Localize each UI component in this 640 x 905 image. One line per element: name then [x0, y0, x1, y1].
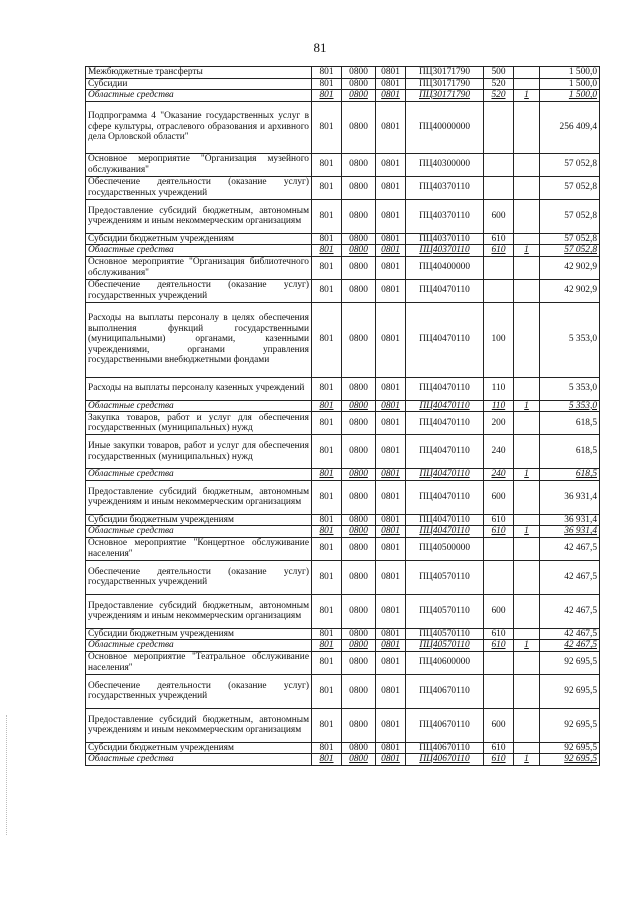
admin-code-cell: 801	[312, 245, 342, 257]
admin-code-cell: 801	[312, 594, 342, 628]
target-article-code-cell: ПЦ40470110	[406, 377, 484, 400]
subsection-code-cell: 0801	[376, 256, 406, 279]
section-code-cell: 0800	[342, 78, 376, 90]
expense-type-code-cell: 100	[484, 302, 514, 377]
row-name-cell: Обеспечение деятельности (оказание услуг) государственных учреждений	[86, 560, 312, 594]
amount-cell: 42 467,5	[540, 640, 600, 652]
section-code-cell: 0800	[342, 628, 376, 640]
target-article-code-cell: ПЦ40470110	[406, 412, 484, 435]
row-name-cell: Областные средства	[86, 526, 312, 538]
row-name-cell: Иные закупки товаров, работ и услуг для обеспечения государственных (муниципальных) нужд	[86, 435, 312, 469]
table-row-regional-funds	[86, 400, 600, 412]
subsection-code-cell: 0801	[376, 628, 406, 640]
subsection-code-cell: 0801	[376, 400, 406, 412]
amount-cell: 5 353,0	[540, 302, 600, 377]
target-article-code-cell: ПЦ30171790	[406, 90, 484, 102]
target-article-code-cell: ПЦ40670110	[406, 742, 484, 754]
table-row	[86, 412, 600, 435]
admin-code-cell: 801	[312, 412, 342, 435]
target-article-code-cell: ПЦ30171790	[406, 78, 484, 90]
amount-cell: 57 052,8	[540, 199, 600, 233]
admin-code-cell: 801	[312, 514, 342, 526]
admin-code-cell: 801	[312, 256, 342, 279]
expense-type-code-cell: 600	[484, 480, 514, 514]
row-name-cell: Основное мероприятие "Организация музейного обслуживания"	[86, 153, 312, 176]
page-number: 81	[313, 40, 327, 55]
funding-source-cell	[514, 560, 540, 594]
table-row	[86, 628, 600, 640]
amount-cell: 618,5	[540, 435, 600, 469]
funding-source-cell: 1	[514, 526, 540, 538]
admin-code-cell: 801	[312, 435, 342, 469]
expense-type-code-cell: 110	[484, 377, 514, 400]
admin-code-cell: 801	[312, 537, 342, 560]
section-code-cell: 0800	[342, 377, 376, 400]
funding-source-cell	[514, 742, 540, 754]
funding-source-cell	[514, 176, 540, 199]
subsection-code-cell: 0801	[376, 742, 406, 754]
row-name-cell: Областные средства	[86, 640, 312, 652]
funding-source-cell	[514, 480, 540, 514]
expense-type-code-cell	[484, 651, 514, 674]
amount-cell: 57 052,8	[540, 153, 600, 176]
target-article-code-cell: ПЦ40470110	[406, 302, 484, 377]
funding-source-cell: 1	[514, 640, 540, 652]
funding-source-cell	[514, 199, 540, 233]
section-code-cell: 0800	[342, 708, 376, 742]
expense-type-code-cell	[484, 176, 514, 199]
row-name-cell: Предоставление субсидий бюджетным, автономным учреждениям и иным некоммерческим организациям	[86, 594, 312, 628]
table-row	[86, 594, 600, 628]
table-row-regional-funds	[86, 754, 600, 766]
expense-type-code-cell: 600	[484, 708, 514, 742]
row-name-cell: Обеспечение деятельности (оказание услуг) государственных учреждений	[86, 279, 312, 302]
section-code-cell: 0800	[342, 302, 376, 377]
expense-type-code-cell	[484, 560, 514, 594]
expense-type-code-cell: 610	[484, 640, 514, 652]
target-article-code-cell: ПЦ40470110	[406, 435, 484, 469]
subsection-code-cell: 0801	[376, 199, 406, 233]
target-article-code-cell: ПЦ40570110	[406, 628, 484, 640]
row-name-cell: Подпрограмма 4 "Оказание государственных услуг в сфере культуры, отраслевого образования и архивного дела Орловской области"	[86, 101, 312, 153]
subsection-code-cell: 0801	[376, 480, 406, 514]
scan-margin-mark	[6, 715, 8, 835]
admin-code-cell: 801	[312, 199, 342, 233]
funding-source-cell	[514, 78, 540, 90]
amount-cell: 618,5	[540, 469, 600, 481]
amount-cell: 42 467,5	[540, 537, 600, 560]
row-name-cell: Субсидии бюджетным учреждениям	[86, 628, 312, 640]
subsection-code-cell: 0801	[376, 233, 406, 245]
expense-type-code-cell: 610	[484, 233, 514, 245]
expense-type-code-cell: 610	[484, 245, 514, 257]
target-article-code-cell: ПЦ40470110	[406, 526, 484, 538]
table-row-regional-funds	[86, 469, 600, 481]
expense-type-code-cell	[484, 153, 514, 176]
amount-cell: 57 052,8	[540, 233, 600, 245]
row-name-cell: Субсидии бюджетным учреждениям	[86, 233, 312, 245]
row-name-cell: Расходы на выплаты персоналу в целях обеспечения выполнения функций государственными (муниципальными) органами, казенными учреждениями, органами управления государственными внебюджетными фондами	[86, 302, 312, 377]
amount-cell: 36 931,4	[540, 480, 600, 514]
funding-source-cell	[514, 101, 540, 153]
amount-cell: 36 931,4	[540, 526, 600, 538]
row-name-cell: Основное мероприятие "Организация библиотечного обслуживания"	[86, 256, 312, 279]
target-article-code-cell: ПЦ40470110	[406, 279, 484, 302]
table-row	[86, 480, 600, 514]
row-name-cell: Предоставление субсидий бюджетным, автономным учреждениям и иным некоммерческим организациям	[86, 708, 312, 742]
amount-cell: 92 695,5	[540, 708, 600, 742]
budget-table-body	[86, 67, 600, 766]
table-row-regional-funds	[86, 90, 600, 102]
target-article-code-cell: ПЦ40670110	[406, 708, 484, 742]
section-code-cell: 0800	[342, 537, 376, 560]
funding-source-cell: 1	[514, 245, 540, 257]
section-code-cell: 0800	[342, 469, 376, 481]
funding-source-cell: 1	[514, 469, 540, 481]
admin-code-cell: 801	[312, 742, 342, 754]
subsection-code-cell: 0801	[376, 640, 406, 652]
expense-type-code-cell	[484, 101, 514, 153]
amount-cell: 57 052,8	[540, 245, 600, 257]
amount-cell: 256 409,4	[540, 101, 600, 153]
amount-cell: 42 467,5	[540, 594, 600, 628]
expense-type-code-cell: 520	[484, 90, 514, 102]
table-row	[86, 199, 600, 233]
table-row	[86, 78, 600, 90]
table-row	[86, 377, 600, 400]
target-article-code-cell: ПЦ40470110	[406, 469, 484, 481]
funding-source-cell	[514, 537, 540, 560]
table-row	[86, 176, 600, 199]
funding-source-cell	[514, 67, 540, 79]
row-name-cell: Межбюджетные трансферты	[86, 67, 312, 79]
admin-code-cell: 801	[312, 377, 342, 400]
amount-cell: 42 902,9	[540, 279, 600, 302]
table-row	[86, 537, 600, 560]
subsection-code-cell: 0801	[376, 302, 406, 377]
subsection-code-cell: 0801	[376, 101, 406, 153]
subsection-code-cell: 0801	[376, 377, 406, 400]
amount-cell: 42 467,5	[540, 628, 600, 640]
section-code-cell: 0800	[342, 233, 376, 245]
target-article-code-cell: ПЦ40370110	[406, 199, 484, 233]
amount-cell: 36 931,4	[540, 514, 600, 526]
expense-type-code-cell: 240	[484, 435, 514, 469]
target-article-code-cell: ПЦ40600000	[406, 651, 484, 674]
section-code-cell: 0800	[342, 640, 376, 652]
subsection-code-cell: 0801	[376, 435, 406, 469]
amount-cell: 57 052,8	[540, 176, 600, 199]
target-article-code-cell: ПЦ40670110	[406, 674, 484, 708]
admin-code-cell: 801	[312, 674, 342, 708]
funding-source-cell	[514, 674, 540, 708]
amount-cell: 618,5	[540, 412, 600, 435]
target-article-code-cell: ПЦ40570110	[406, 560, 484, 594]
funding-source-cell	[514, 435, 540, 469]
target-article-code-cell: ПЦ40470110	[406, 514, 484, 526]
amount-cell: 92 695,5	[540, 754, 600, 766]
section-code-cell: 0800	[342, 400, 376, 412]
amount-cell: 92 695,5	[540, 742, 600, 754]
amount-cell: 42 467,5	[540, 560, 600, 594]
amount-cell: 92 695,5	[540, 651, 600, 674]
subsection-code-cell: 0801	[376, 708, 406, 742]
expense-type-code-cell: 610	[484, 628, 514, 640]
section-code-cell: 0800	[342, 176, 376, 199]
expense-type-code-cell: 600	[484, 594, 514, 628]
admin-code-cell: 801	[312, 233, 342, 245]
subsection-code-cell: 0801	[376, 469, 406, 481]
row-name-cell: Основное мероприятие "Концертное обслуживание населения"	[86, 537, 312, 560]
admin-code-cell: 801	[312, 628, 342, 640]
table-row	[86, 674, 600, 708]
table-row	[86, 560, 600, 594]
expense-type-code-cell	[484, 279, 514, 302]
subsection-code-cell: 0801	[376, 245, 406, 257]
admin-code-cell: 801	[312, 279, 342, 302]
target-article-code-cell: ПЦ40670110	[406, 754, 484, 766]
section-code-cell: 0800	[342, 199, 376, 233]
target-article-code-cell: ПЦ40570110	[406, 640, 484, 652]
expense-type-code-cell	[484, 537, 514, 560]
funding-source-cell	[514, 233, 540, 245]
amount-cell: 92 695,5	[540, 674, 600, 708]
row-name-cell: Субсидии бюджетным учреждениям	[86, 742, 312, 754]
expense-type-code-cell: 520	[484, 78, 514, 90]
expense-type-code-cell: 610	[484, 526, 514, 538]
funding-source-cell	[514, 377, 540, 400]
section-code-cell: 0800	[342, 256, 376, 279]
row-name-cell: Предоставление субсидий бюджетным, автономным учреждениям и иным некоммерческим организациям	[86, 199, 312, 233]
funding-source-cell	[514, 153, 540, 176]
row-name-cell: Основное мероприятие "Театральное обслуживание населения"	[86, 651, 312, 674]
section-code-cell: 0800	[342, 560, 376, 594]
section-code-cell: 0800	[342, 526, 376, 538]
admin-code-cell: 801	[312, 400, 342, 412]
expense-type-code-cell: 110	[484, 400, 514, 412]
section-code-cell: 0800	[342, 754, 376, 766]
expense-type-code-cell: 500	[484, 67, 514, 79]
target-article-code-cell: ПЦ40370110	[406, 176, 484, 199]
funding-source-cell	[514, 412, 540, 435]
target-article-code-cell: ПЦ30171790	[406, 67, 484, 79]
subsection-code-cell: 0801	[376, 537, 406, 560]
expense-type-code-cell	[484, 256, 514, 279]
row-name-cell: Обеспечение деятельности (оказание услуг) государственных учреждений	[86, 674, 312, 708]
table-row-regional-funds	[86, 526, 600, 538]
section-code-cell: 0800	[342, 674, 376, 708]
subsection-code-cell: 0801	[376, 78, 406, 90]
admin-code-cell: 801	[312, 90, 342, 102]
section-code-cell: 0800	[342, 594, 376, 628]
funding-source-cell	[514, 514, 540, 526]
table-row-regional-funds	[86, 245, 600, 257]
admin-code-cell: 801	[312, 526, 342, 538]
amount-cell: 1 500,0	[540, 67, 600, 79]
table-row	[86, 651, 600, 674]
subsection-code-cell: 0801	[376, 176, 406, 199]
amount-cell: 5 353,0	[540, 377, 600, 400]
section-code-cell: 0800	[342, 279, 376, 302]
expense-type-code-cell: 240	[484, 469, 514, 481]
budget-table	[85, 66, 600, 766]
subsection-code-cell: 0801	[376, 651, 406, 674]
target-article-code-cell: ПЦ40570110	[406, 594, 484, 628]
row-name-cell: Областные средства	[86, 245, 312, 257]
row-name-cell: Областные средства	[86, 469, 312, 481]
subsection-code-cell: 0801	[376, 412, 406, 435]
admin-code-cell: 801	[312, 651, 342, 674]
funding-source-cell	[514, 302, 540, 377]
table-row	[86, 233, 600, 245]
funding-source-cell	[514, 628, 540, 640]
target-article-code-cell: ПЦ40000000	[406, 101, 484, 153]
row-name-cell: Субсидии бюджетным учреждениям	[86, 514, 312, 526]
target-article-code-cell: ПЦ40370110	[406, 233, 484, 245]
section-code-cell: 0800	[342, 153, 376, 176]
row-name-cell: Предоставление субсидий бюджетным, автономным учреждениям и иным некоммерческим организациям	[86, 480, 312, 514]
subsection-code-cell: 0801	[376, 594, 406, 628]
funding-source-cell: 1	[514, 754, 540, 766]
section-code-cell: 0800	[342, 67, 376, 79]
admin-code-cell: 801	[312, 67, 342, 79]
table-row	[86, 742, 600, 754]
table-row	[86, 708, 600, 742]
table-row	[86, 67, 600, 79]
expense-type-code-cell	[484, 674, 514, 708]
row-name-cell: Расходы на выплаты персоналу казенных учреждений	[86, 377, 312, 400]
expense-type-code-cell: 610	[484, 742, 514, 754]
amount-cell: 42 902,9	[540, 256, 600, 279]
admin-code-cell: 801	[312, 153, 342, 176]
funding-source-cell	[514, 708, 540, 742]
expense-type-code-cell: 200	[484, 412, 514, 435]
target-article-code-cell: ПЦ40470110	[406, 480, 484, 514]
row-name-cell: Обеспечение деятельности (оказание услуг) государственных учреждений	[86, 176, 312, 199]
table-row	[86, 514, 600, 526]
table-row	[86, 153, 600, 176]
table-row-regional-funds	[86, 640, 600, 652]
target-article-code-cell: ПЦ40300000	[406, 153, 484, 176]
target-article-code-cell: ПЦ40500000	[406, 537, 484, 560]
section-code-cell: 0800	[342, 101, 376, 153]
admin-code-cell: 801	[312, 754, 342, 766]
admin-code-cell: 801	[312, 480, 342, 514]
row-name-cell: Закупка товаров, работ и услуг для обеспечения государственных (муниципальных) нужд	[86, 412, 312, 435]
amount-cell: 5 353,0	[540, 400, 600, 412]
admin-code-cell: 801	[312, 708, 342, 742]
section-code-cell: 0800	[342, 435, 376, 469]
subsection-code-cell: 0801	[376, 560, 406, 594]
funding-source-cell	[514, 279, 540, 302]
expense-type-code-cell: 610	[484, 514, 514, 526]
admin-code-cell: 801	[312, 302, 342, 377]
subsection-code-cell: 0801	[376, 90, 406, 102]
table-row	[86, 101, 600, 153]
section-code-cell: 0800	[342, 742, 376, 754]
admin-code-cell: 801	[312, 640, 342, 652]
section-code-cell: 0800	[342, 90, 376, 102]
target-article-code-cell: ПЦ40400000	[406, 256, 484, 279]
section-code-cell: 0800	[342, 514, 376, 526]
section-code-cell: 0800	[342, 651, 376, 674]
admin-code-cell: 801	[312, 560, 342, 594]
table-row	[86, 279, 600, 302]
funding-source-cell: 1	[514, 400, 540, 412]
funding-source-cell	[514, 594, 540, 628]
row-name-cell: Областные средства	[86, 400, 312, 412]
expense-type-code-cell: 600	[484, 199, 514, 233]
section-code-cell: 0800	[342, 480, 376, 514]
section-code-cell: 0800	[342, 412, 376, 435]
admin-code-cell: 801	[312, 469, 342, 481]
funding-source-cell: 1	[514, 90, 540, 102]
target-article-code-cell: ПЦ40470110	[406, 400, 484, 412]
funding-source-cell	[514, 256, 540, 279]
amount-cell: 1 500,0	[540, 78, 600, 90]
amount-cell: 1 500,0	[540, 90, 600, 102]
table-row	[86, 302, 600, 377]
expense-type-code-cell: 610	[484, 754, 514, 766]
subsection-code-cell: 0801	[376, 526, 406, 538]
subsection-code-cell: 0801	[376, 279, 406, 302]
row-name-cell: Областные средства	[86, 90, 312, 102]
admin-code-cell: 801	[312, 101, 342, 153]
admin-code-cell: 801	[312, 78, 342, 90]
target-article-code-cell: ПЦ40370110	[406, 245, 484, 257]
subsection-code-cell: 0801	[376, 67, 406, 79]
subsection-code-cell: 0801	[376, 674, 406, 708]
subsection-code-cell: 0801	[376, 153, 406, 176]
section-code-cell: 0800	[342, 245, 376, 257]
row-name-cell: Областные средства	[86, 754, 312, 766]
table-row	[86, 435, 600, 469]
row-name-cell: Субсидии	[86, 78, 312, 90]
subsection-code-cell: 0801	[376, 514, 406, 526]
subsection-code-cell: 0801	[376, 754, 406, 766]
admin-code-cell: 801	[312, 176, 342, 199]
table-row	[86, 256, 600, 279]
funding-source-cell	[514, 651, 540, 674]
